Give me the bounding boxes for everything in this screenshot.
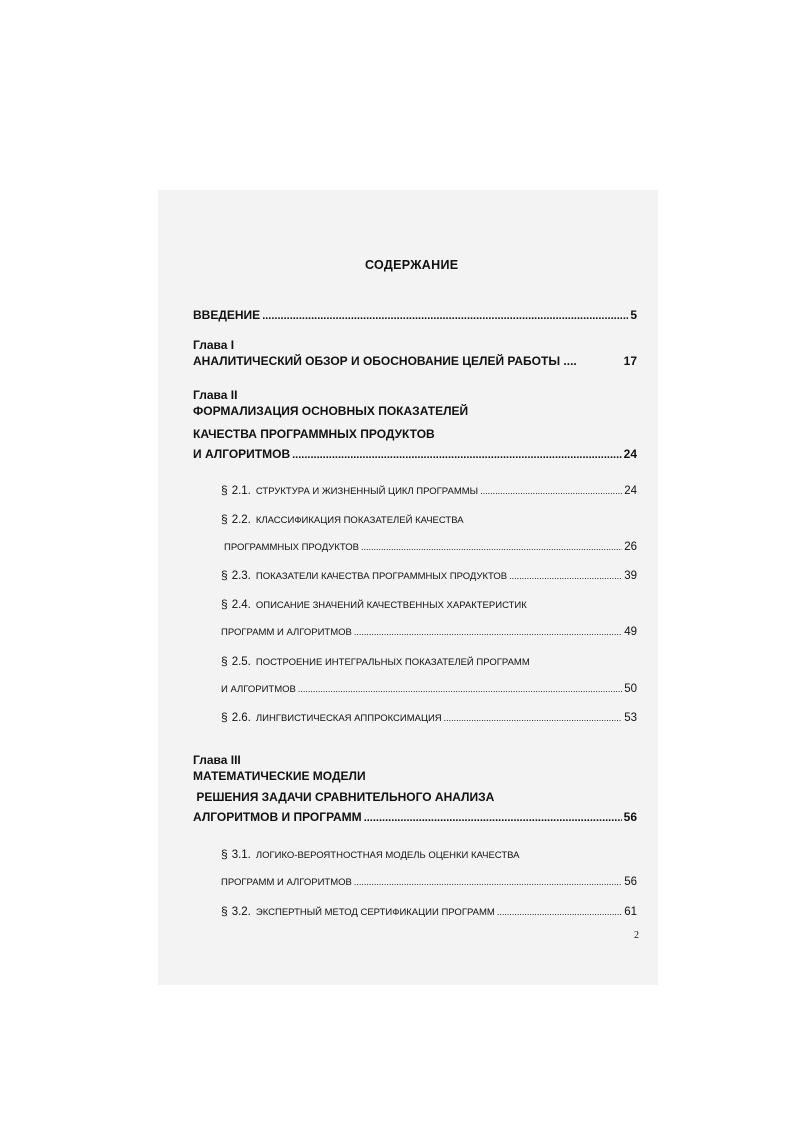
section-number: 3.2.	[231, 906, 251, 918]
section-page: 61	[624, 906, 637, 918]
toc-entry-page: 17	[623, 354, 637, 368]
section-page: 49	[624, 626, 637, 638]
section-page: 39	[624, 570, 637, 582]
leader-dots	[444, 710, 623, 726]
page-title: СОДЕРЖАНИЕ	[365, 258, 459, 272]
leader-dots	[292, 447, 622, 463]
chapter-label: Глава II	[193, 388, 238, 402]
section-number: 2.5.	[231, 656, 251, 668]
leader-dots	[497, 904, 622, 920]
section-number: 2.3.	[231, 570, 251, 582]
section-title: ПОКАЗАТЕЛИ КАЧЕСТВА ПРОГРАММНЫХ ПРОДУКТОВ	[255, 571, 508, 582]
chapter-title-line: МАТЕМАТИЧЕСКИЕ МОДЕЛИ	[193, 769, 366, 783]
leader-dots	[354, 874, 622, 890]
section-title: ПРОГРАММНЫХ ПРОДУКТОВ	[224, 542, 359, 553]
section-title: ЛИНГВИСТИЧЕСКАЯ АППРОКСИМАЦИЯ	[255, 713, 442, 724]
chapter-label: Глава I	[193, 338, 235, 352]
section-title: ЭКСПЕРТНЫЙ МЕТОД СЕРТИФИКАЦИИ ПРОГРАММ	[255, 907, 495, 918]
toc-section-2-5[interactable]	[221, 653, 637, 671]
section-symbol: §	[221, 710, 228, 724]
leader-dots	[262, 308, 628, 324]
chapter-title-line: РЕШЕНИЯ ЗАДАЧИ СРАВНИТЕЛЬНОГО АНАЛИЗА	[193, 790, 495, 804]
leader-dots	[509, 568, 622, 584]
toc-section-3-1-cont[interactable]	[221, 874, 637, 891]
leader-dots	[298, 681, 622, 697]
section-title: ПОСТРОЕНИЕ ИНТЕГРАЛЬНЫХ ПОКАЗАТЕЛЕЙ ПРОГРАММ	[255, 657, 530, 668]
toc-section-2-6[interactable]	[221, 709, 637, 727]
toc-section-2-2-cont[interactable]	[224, 539, 637, 556]
toc-entry-chapter-2[interactable]	[193, 446, 637, 463]
toc-entry-chapter-3[interactable]	[193, 809, 637, 826]
section-symbol: §	[221, 512, 228, 526]
toc-section-2-2[interactable]	[221, 511, 637, 529]
toc-entry-page: 5	[630, 308, 637, 322]
section-title: ОПИСАНИЕ ЗНАЧЕНИЙ КАЧЕСТВЕННЫХ ХАРАКТЕРИСТИК	[255, 600, 527, 611]
toc-section-3-1[interactable]	[221, 846, 637, 864]
toc-section-2-5-cont[interactable]	[221, 681, 637, 698]
section-symbol: §	[221, 654, 228, 668]
section-title: ЛОГИКО-ВЕРОЯТНОСТНАЯ МОДЕЛЬ ОЦЕНКИ КАЧЕСТВА	[255, 850, 520, 861]
section-number: 2.4.	[231, 599, 251, 611]
leader-dots	[480, 483, 622, 499]
page-number: 2	[634, 930, 639, 941]
toc-entry-page: 56	[623, 810, 637, 824]
section-symbol: §	[221, 597, 228, 611]
section-title: ПРОГРАММ И АЛГОРИТМОВ	[221, 877, 352, 888]
leader-dots	[354, 624, 622, 640]
section-number: 2.1.	[231, 485, 251, 497]
toc-entry-page: 24	[623, 447, 637, 461]
toc-entry-title: АНАЛИТИЧЕСКИЙ ОБЗОР И ОБОСНОВАНИЕ ЦЕЛЕЙ РАБОТЫ ....	[193, 354, 577, 368]
section-title: И АЛГОРИТМОВ	[221, 684, 296, 695]
section-number: 2.2.	[231, 514, 251, 526]
toc-section-2-4-cont[interactable]	[221, 624, 637, 641]
chapter-title-line: КАЧЕСТВА ПРОГРАММНЫХ ПРОДУКТОВ	[193, 427, 435, 441]
toc-entry-chapter-1[interactable]	[193, 353, 637, 369]
section-title: КЛАССИФИКАЦИЯ ПОКАЗАТЕЛЕЙ КАЧЕСТВА	[255, 515, 464, 526]
section-page: 53	[624, 712, 637, 724]
toc-section-2-4[interactable]	[221, 596, 637, 614]
section-number: 2.6.	[231, 712, 251, 724]
section-title: ПРОГРАММ И АЛГОРИТМОВ	[221, 627, 352, 638]
section-page: 56	[624, 876, 637, 888]
section-page: 24	[624, 485, 637, 497]
toc-section-2-3[interactable]	[221, 567, 637, 585]
section-symbol: §	[221, 483, 228, 497]
section-page: 50	[624, 683, 637, 695]
leader-dots	[364, 810, 622, 826]
toc-section-3-2[interactable]	[221, 903, 637, 921]
toc-entry-title: И АЛГОРИТМОВ	[193, 447, 291, 461]
section-symbol: §	[221, 847, 228, 861]
leader-dots	[361, 539, 622, 555]
toc-entry-title: ВВЕДЕНИЕ	[193, 308, 261, 322]
toc-entry-title: АЛГОРИТМОВ И ПРОГРАММ	[193, 810, 362, 824]
section-symbol: §	[221, 904, 228, 918]
chapter-title-line: ФОРМАЛИЗАЦИЯ ОСНОВНЫХ ПОКАЗАТЕЛЕЙ	[193, 404, 469, 418]
chapter-label: Глава III	[193, 753, 241, 767]
section-page: 26	[624, 541, 637, 553]
toc-entry-intro[interactable]	[193, 307, 637, 324]
section-title: СТРУКТУРА И ЖИЗНЕННЫЙ ЦИКЛ ПРОГРАММЫ	[255, 486, 479, 497]
toc-section-2-1[interactable]	[221, 482, 637, 500]
section-number: 3.1.	[231, 849, 251, 861]
section-symbol: §	[221, 568, 228, 582]
